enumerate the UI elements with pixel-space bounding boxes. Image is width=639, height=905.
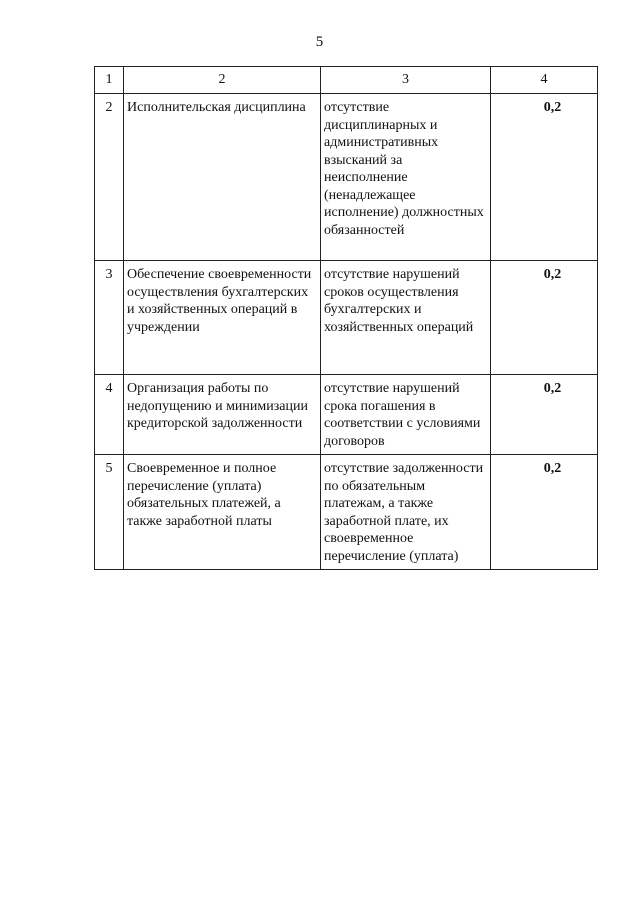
table-row xyxy=(95,375,598,455)
table-row xyxy=(95,455,598,570)
indicator-cell: Исполнительская дисциплина xyxy=(124,94,321,261)
column-header-2: 2 xyxy=(124,67,321,94)
value-cell: 0,2 xyxy=(491,94,598,261)
row-number: 5 xyxy=(95,455,124,570)
value-cell: 0,2 xyxy=(491,261,598,375)
value-cell: 0,2 xyxy=(491,375,598,455)
criteria-table xyxy=(94,66,598,570)
column-header-3: 3 xyxy=(321,67,491,94)
column-header-1: 1 xyxy=(95,67,124,94)
table-header-row xyxy=(95,67,598,94)
row-number: 2 xyxy=(95,94,124,261)
value-cell: 0,2 xyxy=(491,455,598,570)
criterion-cell: отсутствие задолженности по обязательным платежам, а также заработной плате, их своевременное перечисление (уплата) xyxy=(321,455,491,570)
criterion-cell: отсутствие дисциплинарных и административных взысканий за неисполнение (ненадлежащее исполнение) должностных обязанностей xyxy=(321,94,491,261)
indicator-cell: Организация работы по недопущению и минимизации кредиторской задолженности xyxy=(124,375,321,455)
row-number: 3 xyxy=(95,261,124,375)
table-row xyxy=(95,94,598,261)
table-row xyxy=(95,261,598,375)
row-number: 4 xyxy=(95,375,124,455)
indicator-cell: Своевременное и полное перечисление (уплата) обязательных платежей, а также заработной платы xyxy=(124,455,321,570)
criterion-cell: отсутствие нарушений срока погашения в соответствии с условиями договоров xyxy=(321,375,491,455)
column-header-4: 4 xyxy=(491,67,598,94)
indicator-cell: Обеспечение своевременности осуществления бухгалтерских и хозяйственных операций в учреждении xyxy=(124,261,321,375)
criterion-cell: отсутствие нарушений сроков осуществления бухгалтерских и хозяйственных операций xyxy=(321,261,491,375)
page-number: 5 xyxy=(315,34,324,50)
